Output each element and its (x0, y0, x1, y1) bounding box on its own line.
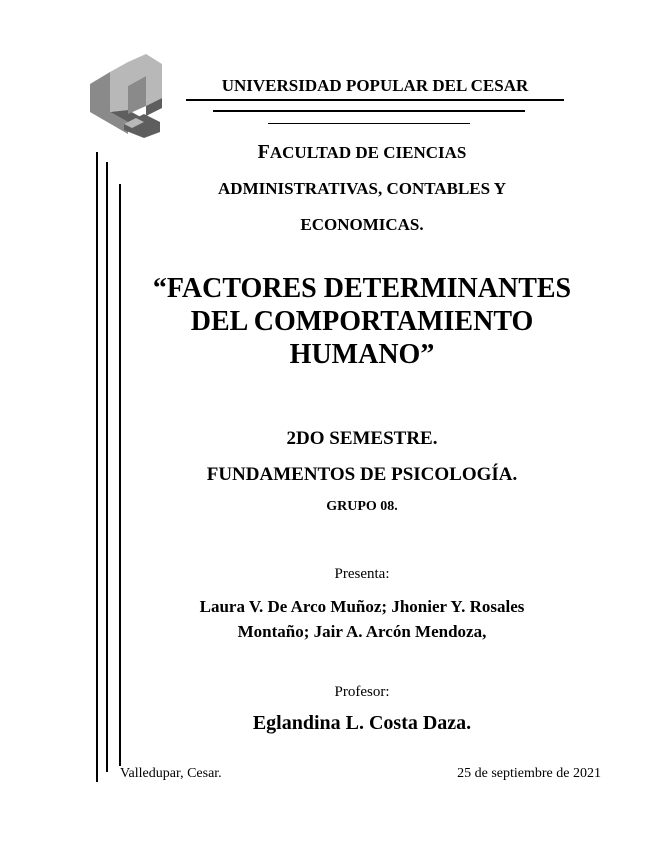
margin-line-inner (119, 184, 121, 766)
title-line-1: “FACTORES DETERMINANTES (152, 273, 572, 304)
faculty-line-1-rest: ACULTAD DE CIENCIAS (269, 143, 467, 162)
upc-logo-icon (88, 54, 164, 138)
faculty-line-1 (150, 134, 574, 171)
margin-line-middle (106, 162, 108, 772)
document-title (130, 272, 594, 371)
semester: 2DO SEMESTRE. (286, 428, 438, 449)
footer-date: 25 de septiembre de 2021 (457, 766, 601, 781)
title-line-2: DEL COMPORTAMIENTO (190, 306, 534, 337)
professor-label: Profesor: (334, 684, 390, 700)
margin-line-outer (96, 152, 98, 782)
faculty-name (150, 134, 574, 243)
presenters-label: Presenta: (334, 566, 390, 582)
group: GRUPO 08. (326, 499, 398, 514)
header-rule-middle (213, 110, 525, 112)
faculty-initial: F (257, 141, 270, 163)
title-line-3: HUMANO” (289, 339, 435, 370)
subject: FUNDAMENTOS DE PSICOLOGÍA. (206, 464, 518, 485)
header-rule-top (186, 99, 564, 101)
presenters-line-2: Montaño; Jair A. Arcón Mendoza, (237, 622, 487, 641)
presenters-names (150, 594, 574, 644)
university-name: UNIVERSIDAD POPULAR DEL CESAR (221, 76, 529, 95)
header-rule-bottom (268, 123, 470, 124)
faculty-line-2: ADMINISTRATIVAS, CONTABLES Y (218, 179, 506, 198)
professor-name: Eglandina L. Costa Daza. (252, 712, 472, 734)
faculty-line-3: ECONOMICAS. (300, 215, 424, 234)
footer-city: Valledupar, Cesar. (120, 766, 222, 781)
presenters-line-1: Laura V. De Arco Muñoz; Jhonier Y. Rosales (199, 597, 525, 616)
